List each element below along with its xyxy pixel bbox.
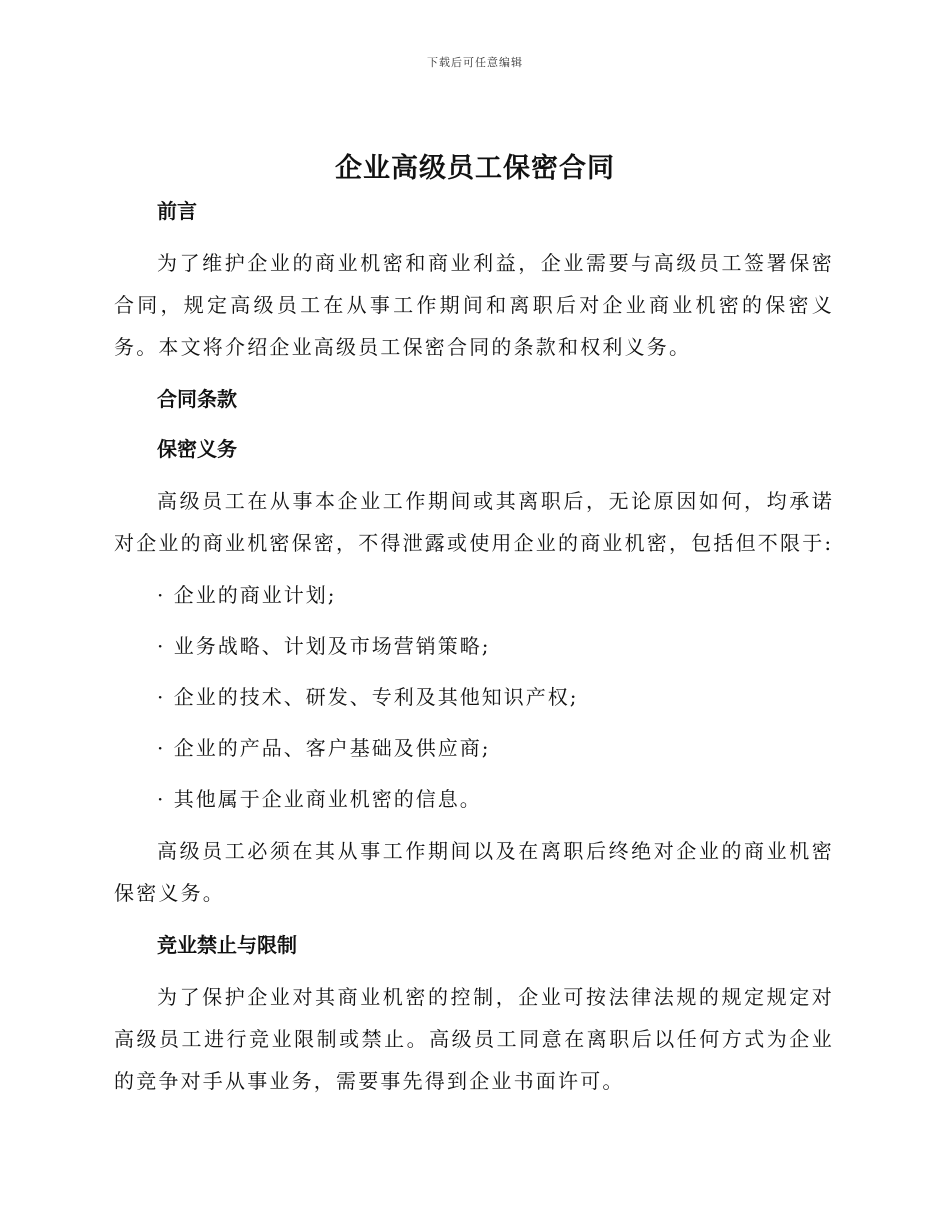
noncompete-heading: 竞业禁止与限制: [157, 933, 297, 957]
list-item: · 企业的商业计划;: [157, 583, 337, 607]
preface-heading: 前言: [157, 199, 197, 223]
preface-paragraph: 为了维护企业的商业机密和商业利益，企业需要与高级员工签署保密合同，规定高级员工在从事工作期间和离职后对企业商业机密的保密义务。本文将介绍企业高级员工保密合同的条款和权利义务。: [114, 251, 834, 359]
list-item: · 企业的技术、研发、专利及其他知识产权;: [157, 685, 579, 709]
confidentiality-closing-paragraph: 高级员工必须在其从事工作期间以及在离职后终绝对企业的商业机密保密义务。: [114, 839, 834, 905]
confidentiality-heading: 保密义务: [157, 437, 237, 461]
document-body: [114, 192, 834, 1102]
list-item: · 业务战略、计划及市场营销策略;: [157, 634, 491, 658]
terms-heading: 合同条款: [157, 387, 237, 411]
noncompete-paragraph: 为了保护企业对其商业机密的控制，企业可按法律法规的规定规定对高级员工进行竞业限制或禁止。高级员工同意在离职后以任何方式为企业的竞争对手从事业务，需要事先得到企业书面许可。: [114, 985, 834, 1093]
confidentiality-paragraph: 高级员工在从事本企业工作期间或其离职后，无论原因如何，均承诺对企业的商业机密保密，不得泄露或使用企业的商业机密，包括但不限于:: [114, 489, 834, 555]
list-item: · 其他属于企业商业机密的信息。: [157, 787, 482, 811]
header-note: 下载后可任意编辑: [427, 56, 523, 69]
document-title: 企业高级员工保密合同: [335, 153, 615, 184]
list-item: · 企业的产品、客户基础及供应商;: [157, 736, 491, 760]
